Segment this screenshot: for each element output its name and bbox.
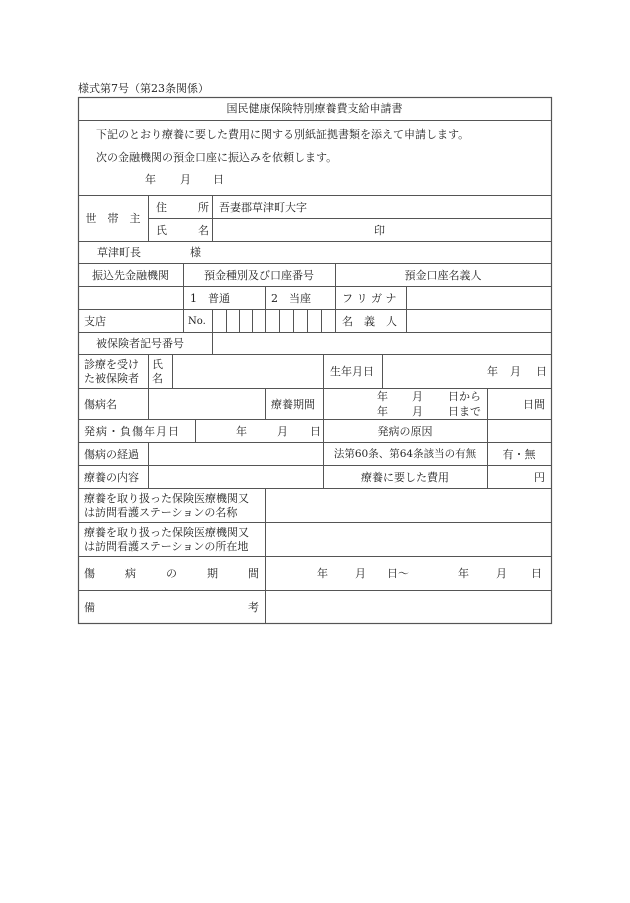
- illness-period-label-char-4: 期: [207, 567, 218, 580]
- account-type-ordinary[interactable]: 1 普通: [190, 292, 230, 305]
- illness-period-end-day[interactable]: 日: [531, 567, 542, 580]
- illness-name-label: 傷病名: [84, 398, 117, 411]
- onset-month[interactable]: 月: [277, 425, 288, 438]
- illness-progress-label: 傷病の経過: [84, 448, 139, 461]
- form-number: 様式第7号（第23条関係）: [78, 82, 209, 95]
- illness-period-label-char-1: 傷: [84, 567, 95, 580]
- intro-line-2: 次の金融機関の預金口座に振込みを依頼します。: [96, 151, 338, 164]
- period-from-month[interactable]: 月: [412, 390, 423, 403]
- insured-number-label: 被保険者記号番号: [96, 337, 184, 350]
- onset-day[interactable]: 日: [310, 425, 321, 438]
- onset-cause-label: 発病の原因: [377, 425, 433, 438]
- illness-period-end-month[interactable]: 月: [496, 567, 507, 580]
- institution-address-label-2: は訪問看護ステーションの所在地: [84, 540, 249, 553]
- application-date-day[interactable]: 日: [213, 173, 224, 186]
- treatment-period-label: 療養期間: [271, 398, 315, 411]
- householder-label: 世 帯 主: [85, 212, 141, 225]
- insured-number-field[interactable]: [213, 333, 551, 354]
- name-label-1: 氏: [156, 224, 167, 237]
- institution-name-label-2: は訪問看護ステーションの名称: [84, 506, 238, 519]
- treatment-content-label: 療養の内容: [84, 471, 139, 484]
- institution-name-label-1: 療養を取り扱った保険医療機関又: [84, 492, 249, 505]
- treatment-content-field[interactable]: [149, 466, 323, 488]
- patient-label-2: た被保険者: [84, 372, 139, 385]
- account-no-label: No.: [188, 316, 206, 327]
- application-date-month[interactable]: 月: [180, 173, 191, 186]
- branch-label: 支店: [84, 315, 106, 328]
- institution-address-field[interactable]: [266, 523, 551, 556]
- form-title: 国民健康保険特別療養費支給申請書: [226, 102, 403, 115]
- period-days[interactable]: 日間: [523, 398, 545, 411]
- institution-address-label-1: 療養を取り扱った保険医療機関又: [84, 526, 249, 539]
- period-to-year[interactable]: 年: [377, 405, 388, 418]
- law-applicability-label: 法第60条、第64条該当の有無: [333, 448, 477, 460]
- illness-period-start-day[interactable]: 日〜: [387, 567, 409, 580]
- address-field[interactable]: 吾妻郡草津町大字: [219, 201, 307, 214]
- bank-name-field[interactable]: [79, 287, 183, 309]
- patient-name-label-2: 名: [152, 372, 163, 385]
- period-from-day[interactable]: 日から: [448, 390, 481, 403]
- law-applicability-value[interactable]: 有・無: [502, 448, 536, 461]
- period-to-day[interactable]: 日まで: [448, 405, 481, 418]
- illness-period-start-year[interactable]: 年: [317, 567, 328, 580]
- institution-name-field[interactable]: [266, 489, 551, 522]
- application-date-year[interactable]: 年: [145, 173, 156, 186]
- name-label-2: 名: [198, 224, 209, 237]
- patient-name-field[interactable]: [173, 355, 323, 388]
- patient-name-label-1: 氏: [152, 358, 163, 371]
- address-label-2: 所: [198, 201, 209, 214]
- onset-year[interactable]: 年: [236, 425, 247, 438]
- illness-progress-field[interactable]: [149, 443, 323, 465]
- holder-name-field[interactable]: [407, 310, 551, 332]
- period-from-year[interactable]: 年: [377, 390, 388, 403]
- furigana-label: フ リ ガ ナ: [342, 292, 397, 305]
- illness-period-start-month[interactable]: 月: [355, 567, 366, 580]
- remarks-label-2: 考: [248, 601, 259, 614]
- remarks-field[interactable]: [266, 591, 551, 623]
- birth-date-label: 生年月日: [330, 365, 374, 378]
- bank-holder-header: 預金口座名義人: [404, 269, 482, 282]
- account-type-current[interactable]: 2 当座: [271, 292, 311, 305]
- treatment-cost-unit[interactable]: 円: [534, 471, 545, 484]
- birth-year[interactable]: 年: [487, 365, 498, 378]
- address-label-1: 住: [156, 201, 167, 214]
- mayor-label: 草津町長: [97, 246, 141, 259]
- illness-period-label-char-5: 間: [248, 567, 259, 580]
- onset-cause-field[interactable]: [488, 420, 551, 442]
- patient-label-1: 診療を受け: [84, 358, 139, 371]
- seal-mark: 印: [374, 224, 385, 237]
- treatment-cost-label: 療養に要した費用: [361, 471, 449, 484]
- birth-month[interactable]: 月: [510, 365, 521, 378]
- bank-institution-header: 振込先金融機関: [92, 269, 169, 282]
- holder-name-label: 名 義 人: [342, 315, 397, 328]
- birth-day[interactable]: 日: [536, 365, 547, 378]
- illness-period-end-year[interactable]: 年: [458, 567, 469, 580]
- illness-period-label-char-2: 病: [125, 567, 136, 580]
- remarks-label-1: 備: [84, 601, 95, 614]
- illness-period-label-char-3: の: [166, 567, 177, 580]
- onset-date-label: 発病・負傷年月日: [84, 425, 180, 438]
- bank-account-header: 預金種別及び口座番号: [204, 269, 314, 282]
- furigana-field[interactable]: [407, 287, 551, 309]
- intro-line-1: 下記のとおり療養に要した費用に関する別紙証拠書類を添えて申請します。: [96, 128, 470, 141]
- period-to-month[interactable]: 月: [412, 405, 423, 418]
- illness-name-field[interactable]: [149, 389, 265, 419]
- mayor-suffix: 様: [190, 246, 201, 259]
